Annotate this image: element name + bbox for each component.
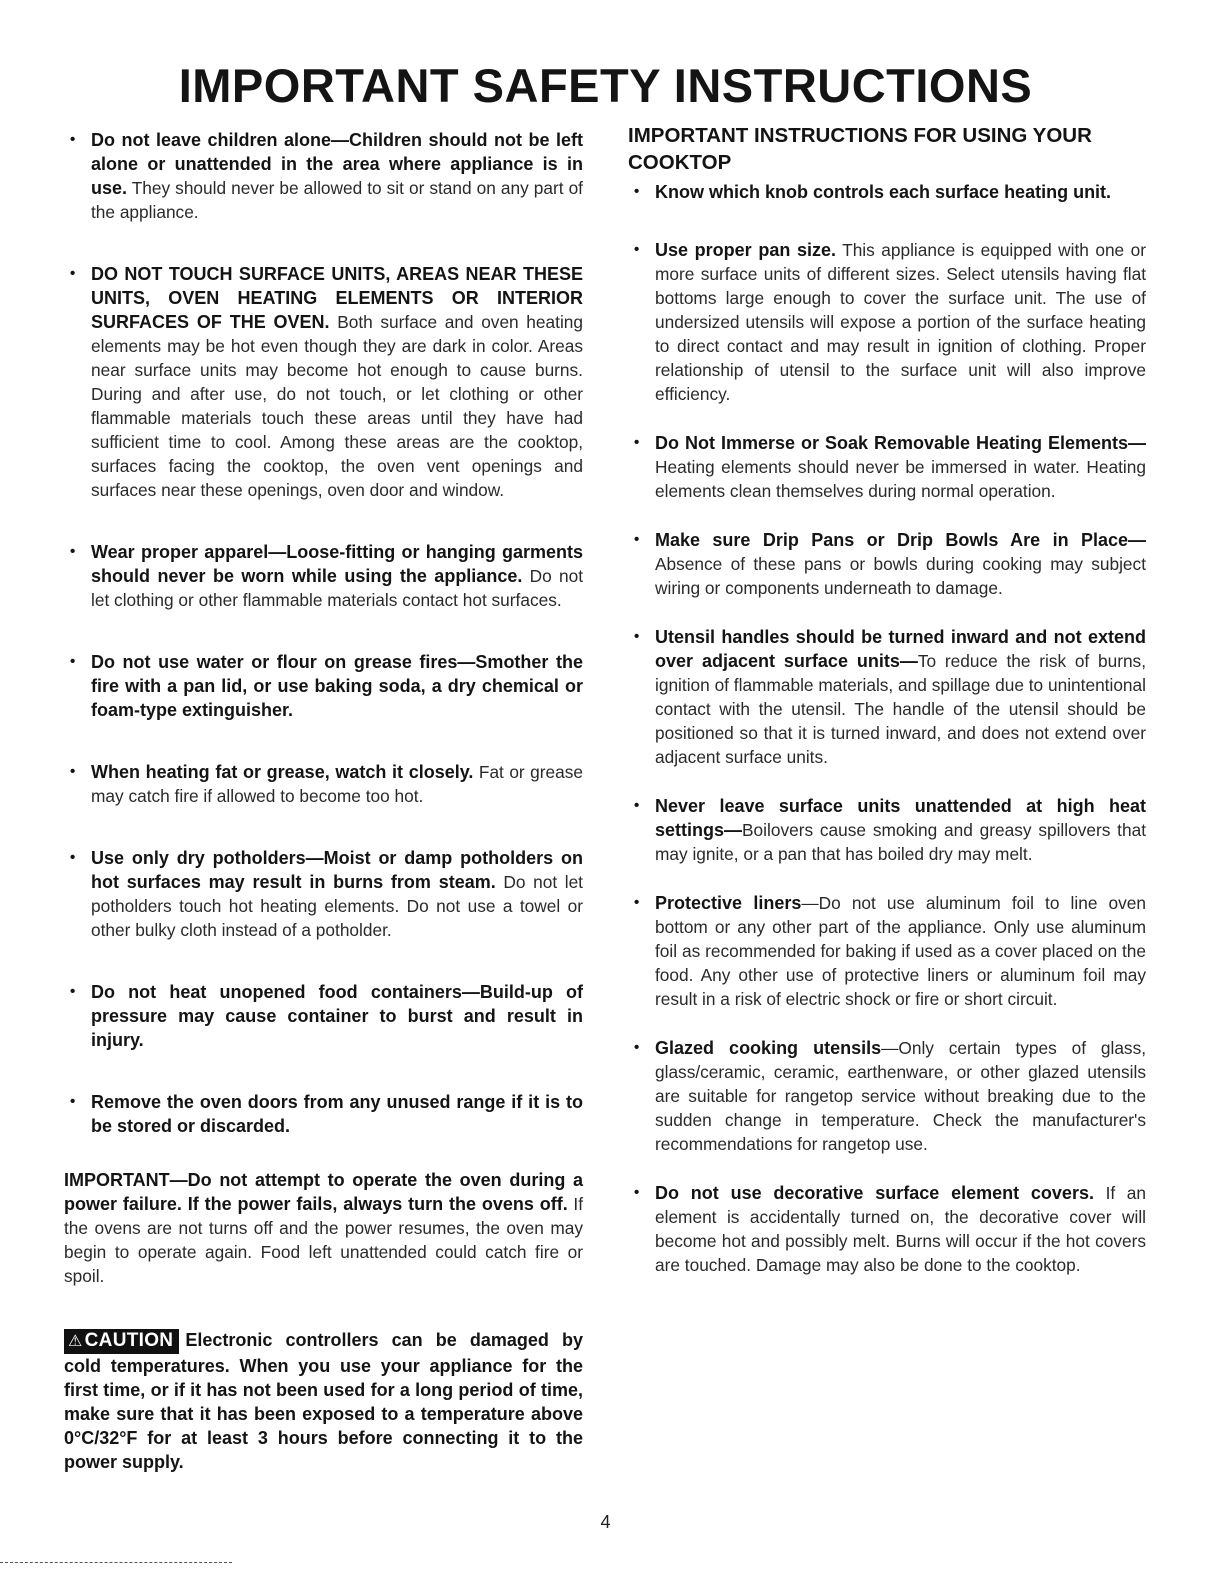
item-lead: Do not heat unopened food containers—Build-up of pressure may cause container to burst and result in injury. xyxy=(91,982,583,1050)
bullet: • xyxy=(70,265,76,282)
caution-label: CAUTION xyxy=(84,1330,174,1351)
important-note-lead: IMPORTANT—Do not attempt to operate the oven during a power failure. If the power fails, always turn the ovens off. xyxy=(64,1170,583,1214)
item-body: Do not let potholders touch hot heating elements. Do not use a towel or other bulky cloth instead of a potholder. xyxy=(91,872,583,940)
cooktop-item xyxy=(628,794,1146,866)
item-lead: DO NOT TOUCH SURFACE UNITS, AREAS NEAR THESE UNITS, OVEN HEATING ELEMENTS OR INTERIOR SURFACES OF THE OVEN. xyxy=(91,264,583,332)
cooktop-heading: IMPORTANT INSTRUCTIONS FOR USING YOUR COOKTOP xyxy=(628,124,1092,174)
safety-item xyxy=(64,1090,583,1138)
item-lead: Do not leave children alone—Children should not be left alone or unattended in the area where appliance is in use. xyxy=(91,130,583,198)
bullet: • xyxy=(634,1184,640,1201)
cooktop-item xyxy=(628,180,1146,204)
item-lead: Use only dry potholders—Moist or damp potholders on hot surfaces may result in burns from steam. xyxy=(91,848,583,892)
item-body: If an element is accidentally turned on, the decorative cover will become hot and possibly melt. Burns will occur if the hot covers are touched. Damage may also be done to the cooktop. xyxy=(655,1183,1146,1275)
item-lead: Do not use decorative surface element covers. xyxy=(655,1183,1094,1203)
item-lead: Remove the oven doors from any unused range if it is to be stored or discarded. xyxy=(91,1092,583,1136)
item-body: They should never be allowed to sit or stand on any part of the appliance. xyxy=(91,178,583,222)
safety-item xyxy=(64,846,583,942)
cooktop-item xyxy=(628,1036,1146,1156)
warning-triangle-icon: ⚠ xyxy=(68,1333,83,1350)
bullet: • xyxy=(70,983,76,1000)
bullet: • xyxy=(70,849,76,866)
item-lead: Wear proper apparel—Loose-fitting or hanging garments should never be worn while using the appliance. xyxy=(91,542,583,586)
caution-badge xyxy=(64,1329,179,1354)
item-body: Heating elements should never be immersed in water. Heating elements clean themselves during normal operation. xyxy=(655,457,1146,501)
bullet: • xyxy=(634,531,640,548)
bullet: • xyxy=(634,1039,640,1056)
item-body: —Only certain types of glass, glass/ceramic, ceramic, earthenware, or other glazed utensils are suitable for rangetop service without breaking due to the sudden change in temperature. Check the manufacturer's recommendations for rangetop use. xyxy=(655,1038,1147,1154)
cooktop-item xyxy=(628,431,1146,503)
important-note-body: If the ovens are not turns off and the power resumes, the oven may begin to operate again. Food left unattended could catch fire or spoil. xyxy=(64,1194,584,1286)
cooktop-item xyxy=(628,891,1146,1011)
caution-text: Electronic controllers can be damaged by cold temperatures. When you use your appliance for the first time, or if it has not been used for a long period of time, make sure that it has been exposed to a temperature above 0°C/32°F for at least 3 hours before connecting it to the power supply. xyxy=(64,1330,583,1472)
item-lead: Never leave surface units unattended at high heat settings— xyxy=(655,796,1146,840)
item-body: Both surface and oven heating elements may be hot even though they are dark in color. Areas near surface units may become hot enough to cause burns. During and after use, do not touch, or let clothing or other flammable materials touch these areas until they have had sufficient time to cool. Among these areas are the cooktop, surfaces facing the cooktop, the oven vent openings and surfaces near these openings, oven door and window. xyxy=(91,312,584,500)
bullet: • xyxy=(70,543,76,560)
bullet: • xyxy=(634,894,640,911)
safety-item xyxy=(64,540,583,612)
item-lead: Use proper pan size. xyxy=(655,240,836,260)
bullet: • xyxy=(634,183,640,200)
cooktop-item xyxy=(628,1181,1146,1277)
item-body: —Do not use aluminum foil to line oven bottom or any other part of the appliance. Only use aluminum foil as recommended for baking if used as a cover placed on the food. Any other use of protective liners or aluminum foil may result in a risk of electric shock or fire or short circuit. xyxy=(655,893,1147,1009)
cooktop-item xyxy=(628,238,1146,406)
bullet: • xyxy=(70,763,76,780)
safety-item xyxy=(64,760,583,808)
bullet: • xyxy=(634,797,640,814)
important-note xyxy=(64,1168,583,1288)
cooktop-item xyxy=(628,528,1146,600)
item-body: Boilovers cause smoking and greasy spillovers that may ignite, or a pan that has boiled dry may melt. xyxy=(655,820,1146,864)
caution-notice xyxy=(64,1328,583,1474)
bullet: • xyxy=(634,434,640,451)
item-body: Absence of these pans or bowls during cooking may subject wiring or components underneath to damage. xyxy=(655,554,1146,598)
cooktop-item xyxy=(628,625,1146,769)
item-lead: Utensil handles should be turned inward and not extend over adjacent surface units— xyxy=(655,627,1146,671)
item-lead: Glazed cooking utensils xyxy=(655,1038,882,1058)
item-body: To reduce the risk of burns, ignition of flammable materials, and spillage due to unintentional contact with the utensil. The handle of the utensil should be positioned so that it is turned inward, and does not extend over adjacent surface units. xyxy=(655,651,1146,767)
item-lead: Do Not Immerse or Soak Removable Heating Elements— xyxy=(655,433,1146,453)
item-lead: Make sure Drip Pans or Drip Bowls Are in Place— xyxy=(655,530,1146,550)
bullet: • xyxy=(634,628,640,645)
page-number: 4 xyxy=(600,1512,611,1532)
bullet: • xyxy=(70,653,76,670)
footer-rule xyxy=(0,1562,232,1563)
safety-item xyxy=(64,980,583,1052)
bullet: • xyxy=(634,241,640,258)
bullet: • xyxy=(70,131,76,148)
safety-item xyxy=(64,262,583,502)
item-lead: Do not use water or flour on grease fires—Smother the fire with a pan lid, or use baking soda, a dry chemical or foam-type extinguisher. xyxy=(91,652,583,720)
bullet: • xyxy=(70,1093,76,1110)
safety-item xyxy=(64,650,583,722)
item-body: Fat or grease may catch fire if allowed to become too hot. xyxy=(91,762,583,806)
item-body: Do not let clothing or other flammable materials contact hot surfaces. xyxy=(91,566,583,610)
page-title: IMPORTANT SAFETY INSTRUCTIONS xyxy=(178,59,1033,112)
safety-item xyxy=(64,128,583,224)
item-lead: When heating fat or grease, watch it closely. xyxy=(91,762,474,782)
left-column xyxy=(64,128,583,1474)
item-body: This appliance is equipped with one or more surface units of different sizes. Select utensils having flat bottoms large enough to cover the surface unit. The use of undersized utensils will expose a portion of the surface heating to direct contact and may result in ignition of clothing. Proper relationship of utensil to the surface unit will also improve efficiency. xyxy=(655,240,1146,404)
item-lead: Protective liners xyxy=(655,893,802,913)
item-lead: Know which knob controls each surface heating unit. xyxy=(655,182,1112,202)
right-column xyxy=(628,122,1146,1302)
